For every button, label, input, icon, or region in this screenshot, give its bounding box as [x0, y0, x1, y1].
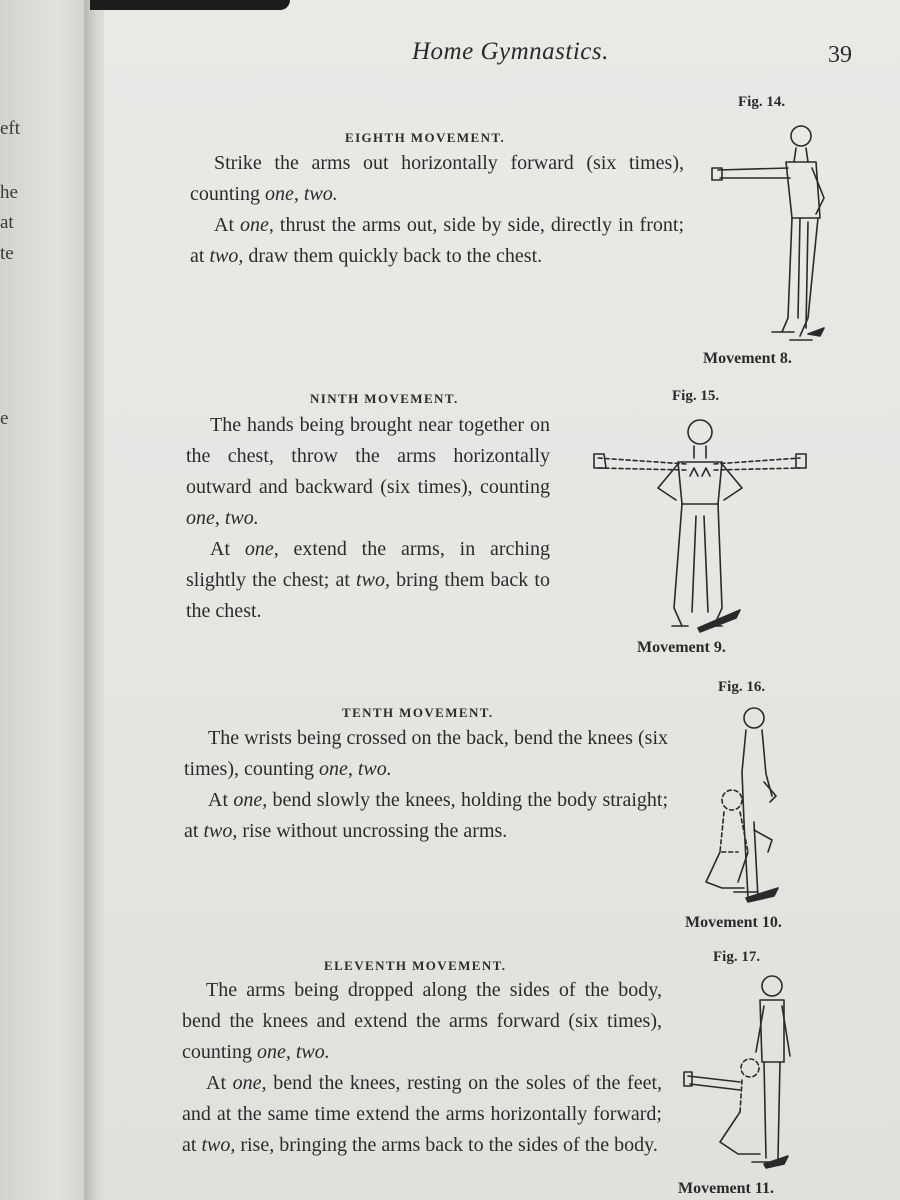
- figure-label: Fig. 17.: [713, 949, 761, 965]
- facing-page-fragment: he: [0, 182, 18, 203]
- movement-heading: EIGHTH MOVEMENT.: [345, 130, 506, 145]
- page-edge-shadow: [90, 0, 290, 10]
- movement-text: Strike the arms out horizontally forward (six times), counting one, two. At one, thrust the arms out, side by side, directly in front; at two, draw them quickly back to the chest.: [190, 152, 684, 267]
- movement-heading: ELEVENTH MOVEMENT.: [324, 958, 507, 973]
- facing-page: [0, 0, 96, 1200]
- facing-page-fragment: at: [0, 212, 14, 233]
- movement-8-illustration: [708, 118, 828, 350]
- figure-label: Fig. 14.: [738, 94, 786, 110]
- movement-text: The wrists being crossed on the back, bend the knees (six times), counting one, two. At one, bend slowly the knees, holding the body straight; at two, rise without uncrossing the arms.: [184, 727, 669, 842]
- figure-label: Fig. 16.: [718, 679, 766, 695]
- figure-caption: Movement 9.: [637, 639, 726, 656]
- running-header: Home Gymnastics.: [412, 38, 609, 65]
- facing-page-fragment: eft: [0, 118, 21, 139]
- movement-heading: NINTH MOVEMENT.: [310, 391, 459, 406]
- movement-text: The hands being brought near together on the chest, throw the arms horizontally outward and backward (six times), counting one, two. At one, extend the arms, in arching slightly the chest; at two, bring them back to the chest.: [186, 414, 550, 622]
- figure-caption: Movement 11.: [678, 1180, 774, 1197]
- movement-10-illustration: [698, 702, 790, 910]
- facing-page-fragment: e: [0, 408, 9, 429]
- figure-caption: Movement 10.: [685, 914, 782, 931]
- movement-9-illustration: [590, 412, 810, 638]
- figure-caption: Movement 8.: [703, 350, 792, 367]
- facing-page-fragment: te: [0, 243, 14, 264]
- page-number: 39: [828, 42, 852, 68]
- figure-label: Fig. 15.: [672, 388, 720, 404]
- movement-text: The arms being dropped along the sides of the body, bend the knees and extend the arms forward (six times), counting one, two. At one, bend the knees, resting on the soles of the feet, and at the same time extend the arms horizontally forward; at two, rise, bringing the arms back to the sides of the body.: [182, 979, 663, 1156]
- movement-heading: TENTH MOVEMENT.: [342, 705, 494, 720]
- movement-11-illustration: [680, 972, 794, 1178]
